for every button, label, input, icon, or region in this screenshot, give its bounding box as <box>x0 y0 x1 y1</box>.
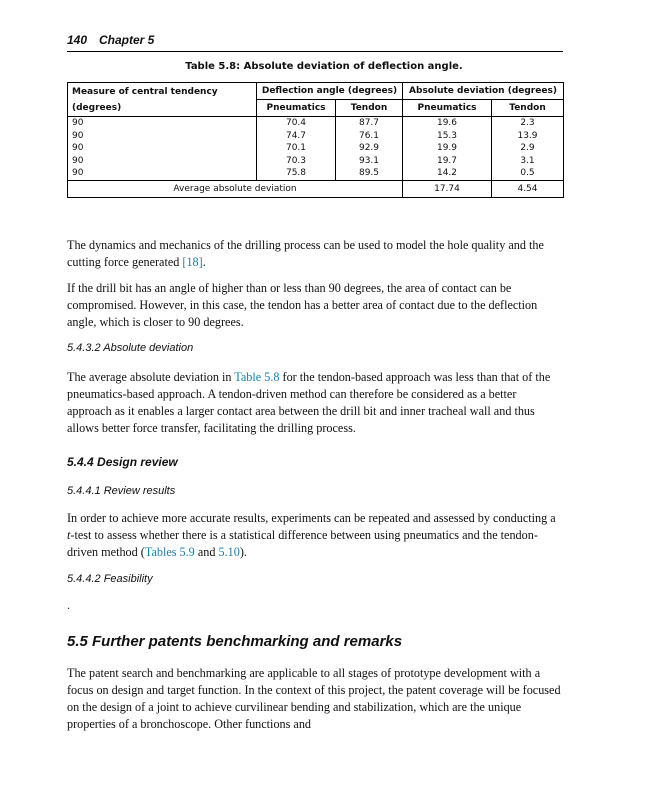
cell-measure: 90 <box>68 155 257 168</box>
average-row <box>68 180 564 197</box>
table-row <box>68 155 564 168</box>
average-pneu: 17.74 <box>403 180 492 197</box>
table-link[interactable]: 5.10 <box>218 545 240 559</box>
cell-abs-pneu: 19.9 <box>403 142 492 155</box>
cell-abs-tendon: 2.9 <box>492 142 564 155</box>
cell-tendon: 89.5 <box>336 167 403 180</box>
header-tendon: Tendon <box>336 100 403 117</box>
paragraph-text: ). <box>239 545 247 559</box>
table-row <box>68 117 564 130</box>
paragraph-text: . <box>202 255 206 269</box>
heading-5-5: 5.5 Further patents benchmarking and remarks <box>67 633 403 650</box>
cell-abs-pneu: 14.2 <box>403 167 492 180</box>
running-header <box>67 31 563 52</box>
cell-measure: 90 <box>68 130 257 143</box>
table-link[interactable]: Table 5.8 <box>234 370 280 384</box>
heading-5-4-4-1: 5.4.4.1 Review results <box>67 485 176 497</box>
average-label: Average absolute deviation <box>68 180 403 197</box>
citation-link[interactable]: [18] <box>182 255 203 269</box>
table-row <box>68 130 564 143</box>
table-row <box>68 142 564 155</box>
table-caption: Table 5.8: Absolute deviation of deflection angle. <box>185 61 463 72</box>
header-abs-tendon: Tendon <box>492 100 564 117</box>
paragraph-text: for the tendon-based approach was less than that of the pneumatics-based approach. A tendon-driven method can therefore be considered as a better approach as it enables a larger contact area between the drill bit and inner tracheal wall and thus allows better force transfer, facilitating the drilling process. <box>67 370 551 435</box>
cell-tendon: 92.9 <box>336 142 403 155</box>
deviation-table <box>67 82 564 198</box>
page-number: 140 <box>67 33 88 47</box>
paragraph-review-results <box>67 510 564 561</box>
cell-abs-tendon: 0.5 <box>492 167 564 180</box>
cell-measure: 90 <box>68 117 257 130</box>
cell-tendon: 87.7 <box>336 117 403 130</box>
paragraph-text: The dynamics and mechanics of the drilling process can be used to model the hole quality and the cutting force generated <box>67 238 544 269</box>
cell-abs-tendon: 2.3 <box>492 117 564 130</box>
header-pneumatics: Pneumatics <box>257 100 336 117</box>
heading-5-4-4-2: 5.4.4.2 Feasibility <box>67 573 153 585</box>
cell-pneu: 75.8 <box>257 167 336 180</box>
header-measure: Measure of central tendency (degrees) <box>68 83 257 117</box>
paragraph-text: In order to achieve more accurate results, experiments can be repeated and assessed by conducting a <box>67 511 556 525</box>
header-deflection-group: Deflection angle (degrees) <box>257 83 403 100</box>
cell-pneu: 70.1 <box>257 142 336 155</box>
paragraph-text: -test to assess whether there is a statistical difference between using pneumatics and the tendon-driven method ( <box>67 528 538 559</box>
paragraph-text: The average absolute deviation in <box>67 370 235 384</box>
cell-abs-pneu: 19.7 <box>403 155 492 168</box>
paragraph-text: and <box>194 545 219 559</box>
stray-dot: . <box>67 598 70 612</box>
italic-t: t <box>67 528 71 542</box>
cell-pneu: 70.3 <box>257 155 336 168</box>
cell-measure: 90 <box>68 167 257 180</box>
paragraph-dynamics <box>67 237 564 271</box>
table-row <box>68 167 564 180</box>
heading-5-4-3-2: 5.4.3.2 Absolute deviation <box>67 342 194 354</box>
cell-measure: 90 <box>68 142 257 155</box>
cell-tendon: 76.1 <box>336 130 403 143</box>
average-tendon: 4.54 <box>492 180 564 197</box>
cell-abs-tendon: 3.1 <box>492 155 564 168</box>
paragraph-drill-angle: If the drill bit has an angle of higher than or less than 90 degrees, the area of contact can be compromised. However, in this case, the tendon has a better area of contact due to the deflection angle, which is closer to 90 degrees. <box>67 281 538 329</box>
cell-pneu: 70.4 <box>257 117 336 130</box>
cell-tendon: 93.1 <box>336 155 403 168</box>
cell-abs-pneu: 19.6 <box>403 117 492 130</box>
header-abs-pneumatics: Pneumatics <box>403 100 492 117</box>
cell-pneu: 74.7 <box>257 130 336 143</box>
cell-abs-pneu: 15.3 <box>403 130 492 143</box>
heading-5-4-4: 5.4.4 Design review <box>67 455 178 469</box>
table-link[interactable]: Tables 5.9 <box>144 545 195 559</box>
paragraph-patent-search: The patent search and benchmarking are applicable to all stages of prototype development with a focus on design and target function. In the context of this project, the patent coverage will be focused on the design of a joint to achieve curvilinear bending and stabilization, which are the unique properties of a bronchoscope. Other functions and <box>67 666 561 731</box>
header-absolute-group: Absolute deviation (degrees) <box>403 83 564 100</box>
paragraph-absolute-deviation <box>67 369 564 437</box>
chapter-label: Chapter 5 <box>99 33 155 47</box>
cell-abs-tendon: 13.9 <box>492 130 564 143</box>
